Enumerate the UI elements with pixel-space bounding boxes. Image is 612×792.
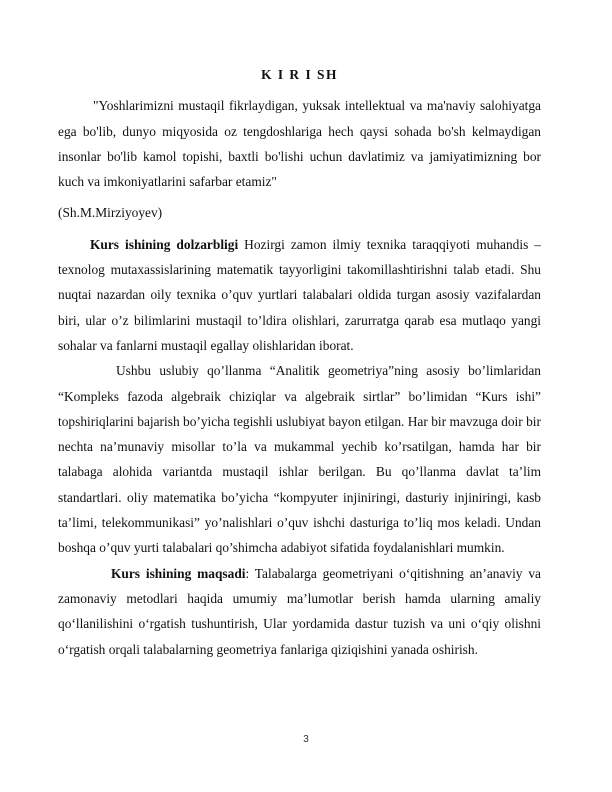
- epigraph-quote: "Yoshlarimizni mustaqil fikrlaydigan, yuksak intellektual va ma'naviy salohiyatga ega bo'lib, dunyo miqyosida oz tengdoshlariga hech qaysi sohada bo'sh kelmaydigan insonlar bo'lib kamol topishi, baxtli bo'lishi uchun davlatimiz va jamiyatimizning bor kuch va imkoniyatlarini safarbar etamiz": [58, 98, 541, 190]
- relevance-heading: Kurs ishining dolzarbligi: [90, 236, 239, 252]
- goal-heading: Kurs ishining maqsadi: [111, 565, 246, 581]
- goal-paragraph: [58, 561, 541, 662]
- page-number: 3: [303, 734, 309, 745]
- page-title: K I R I SH: [261, 67, 338, 82]
- manual-paragraph: Ushbu uslubiy qo’llanma “Analitik geometriya”ning asosiy bo’limlaridan “Kompleks fazoda algebraik chiziqlar va algebraik sirtlar” bo’limidan “Kurs ishi” topshiriqlarini bajarish bo’yicha tegishli uslubiyat bayon etilgan. Har bir mavzuga doir bir nechta na’munaviy misollar to’la va mukammal yechib ko’rsatilgan, hamda har bir talabaga alohida variantda mustaqil ishlar berilgan. Bu qo’llanma davlat ta’lim standartlari. oliy matematika bo’yicha “kompyuter injiniringi, dasturiy injiniringi, kasb ta’limi, telekommunikasi” yo’nalishlari o’quv ishchi dasturiga to’liq mos keladi. Undan boshqa o’quv yurti talabalari qo’shimcha adabiyot sifatida foydalanishlari mumkin.: [58, 363, 541, 556]
- relevance-text: Hozirgi zamon ilmiy texnika taraqqiyoti muhandis – texnolog mutaxassislarining matematik tayyorligini takomillashtirishni talab etadi. Shu nuqtai nazardan oily texnika o’quv yurtlari talabalari oldida turgan asosiy vazifalardan biri, ular o’z bilimlarini mustaqil to’ldira olishlari, zarurratga qarab esa mutlaqo yangi sohalar va fanlarni mustaqil egallay olishlaridan iborat.: [58, 236, 541, 353]
- goal-text: : Talabalarga geometriyani o‘qitishning an’anaviy va zamonaviy metodlari haqida umumiy ma’lumotlar berish hamda ularning amaliy qo‘llanilishini o‘rgatish tushuntirish, Ular yordamida dastur tuzish va uni o‘qiy olishni o‘rgatish orqali talabalarning geometriya fanlariga qiziqishini yanada oshirish.: [58, 565, 541, 657]
- document-page: [58, 62, 541, 662]
- epigraph-author: (Sh.M.Mirziyoyev): [58, 205, 163, 221]
- relevance-paragraph: [58, 232, 541, 358]
